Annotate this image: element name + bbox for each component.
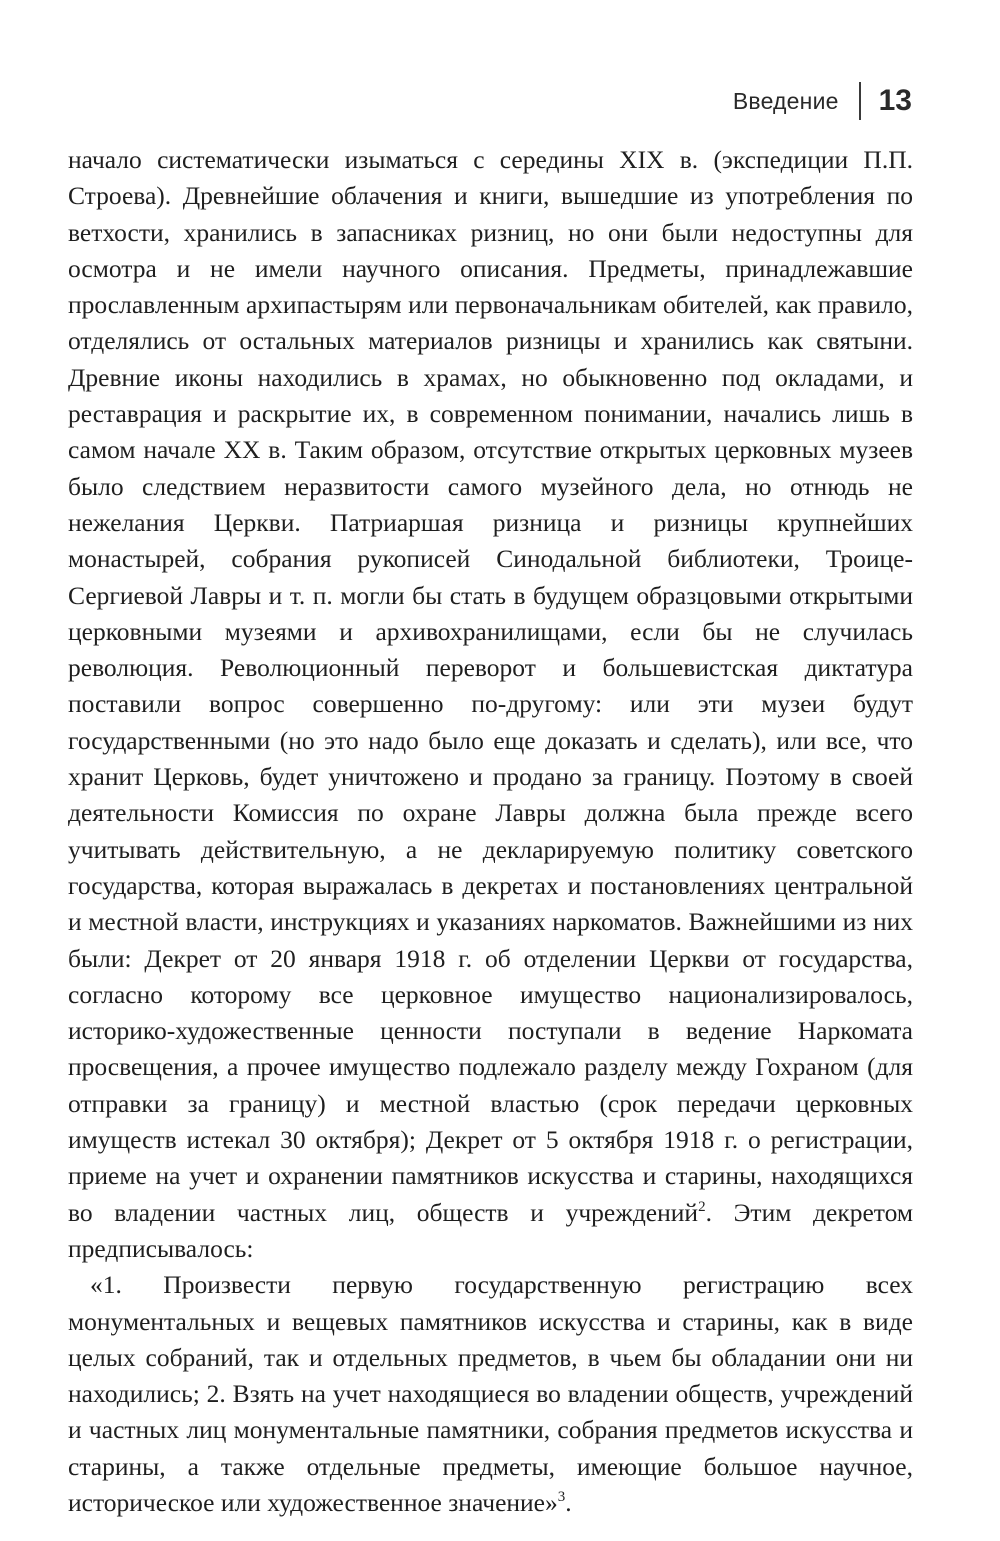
paragraph	[68, 142, 913, 1267]
footnote-marker: 2	[698, 1198, 706, 1215]
section-title: Введение	[732, 87, 839, 114]
paragraph-text: «1. Произвести первую государственную регистрацию всех монументальных и вещевых памятников искусства и старины, как в виде целых собраний, так и отдельных предметов, в чьем бы обладании они ни находились; 2. Взять на учет находящиеся во владении обществ, учреждений и частных лиц монументальные памятники, собрания предметов искусства и старины, а также отдельные предметы, имеющие большое научное, историческое или художественное значение»	[68, 1270, 913, 1517]
paragraph-tail: . Этим декретом предписывалось:	[68, 1197, 913, 1263]
footnote-marker: 3	[557, 1488, 566, 1505]
page-number: 13	[878, 84, 912, 117]
quote-paragraph	[68, 1267, 913, 1521]
running-header	[733, 82, 912, 120]
paragraph-text: начало систематически изыматься с середины XIX в. (экспедиции П.П. Строева). Древнейшие облачения и книги, вышедшие из употребления по ветхости, хранились в запасниках ризниц, но они были недоступны для осмотра и не имели научного описания. Предметы, принадлежавшие прославленным архипастырям или первоначальникам обителей, как правило, отделялись от остальных материалов ризницы и хранились как святыни. Древние иконы находились в храмах, но обыкновенно под окладами, и реставрация и раскрытие их, в современном понимании, начались лишь в самом начале XX в. Таким образом, отсутствие открытых церковных музеев было следствием неразвитости самого музейного дела, но отнюдь не нежелания Церкви. Патриаршая ризница и ризницы крупнейших монастырей, собрания рукописей Синодальной библиотеки, Троице-Сергиевой Лавры и т. п. могли бы стать в будущем образцовыми открытыми церковными музеями и архивохранилищами, если бы не случилась революция. Революционный переворот и большевистская диктатура поставили вопрос совершенно по-другому: или эти музеи будут государственными (но это надо было еще доказать и сделать), или все, что хранит Церковь, будет уничтожено и продано за границу. Поэтому в своей деятельности Комиссия по охране Лавры должна была прежде всего учитывать действительную, а не декларируемую политику советского государства, которая выражалась в декретах и постановлениях центральной и местной власти, инструкциях и указаниях наркоматов. Важнейшими из них были: Декрет от 20 января 1918 г. об отделении Церкви от государства, согласно которому все церковное имущество национализировалось, историко-художественные ценности поступали в ведение Наркомата просвещения, а прочее имущество подлежало разделу между Гохраном (для отправки за границу) и местной властью (срок передачи церковных имуществ истекал 30 октября); Декрет от 5 октября 1918 г. о регистрации, приеме на учет и охранении памятников искусства и старины, находящихся во владении частных лиц, обществ и учреждений	[68, 145, 913, 1227]
header-divider	[859, 82, 861, 120]
paragraph-tail: .	[565, 1487, 572, 1517]
body-text	[68, 142, 913, 1521]
